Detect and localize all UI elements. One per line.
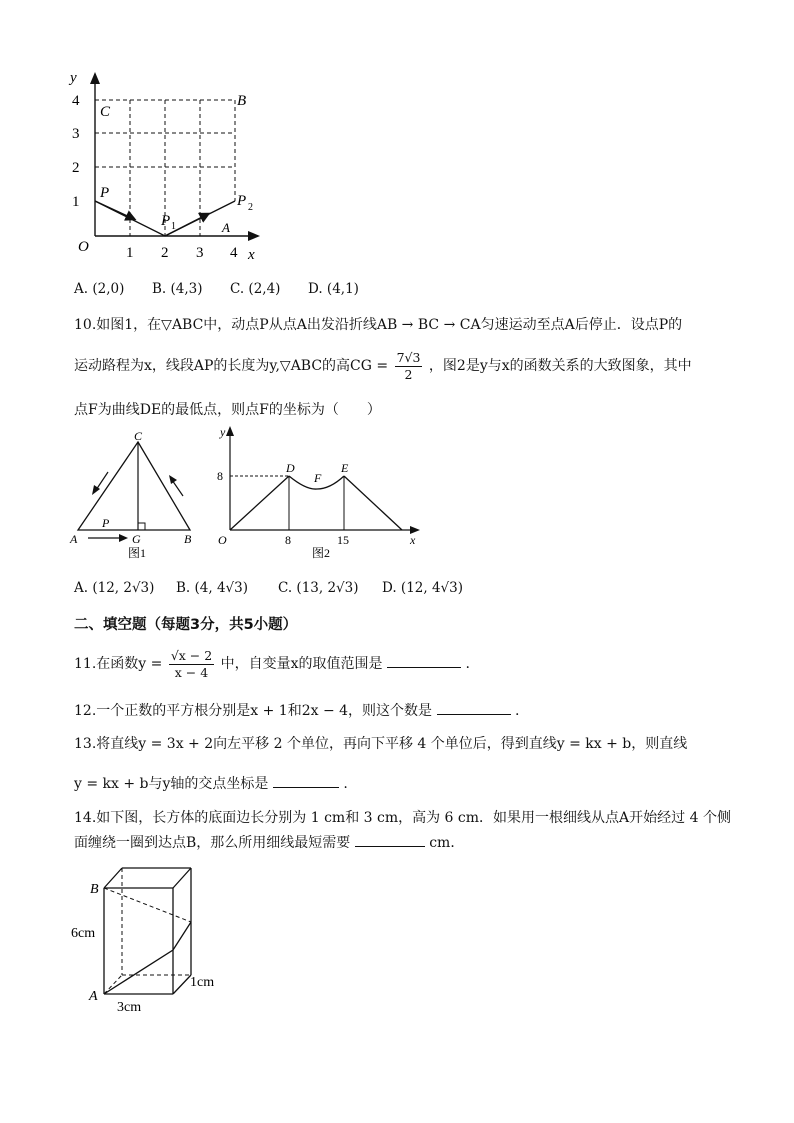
point-p2-label: P (237, 193, 247, 209)
q13-line-1: 13.将直线y = 3x + 2向左平移 2 个单位，再向下平移 4 个单位后，得到直线y = kx + b，则直线 (74, 736, 688, 752)
point-c-label: C (100, 104, 111, 120)
q11-line (74, 644, 470, 684)
q10-line-2 (74, 348, 692, 384)
fig1-label-p: P (102, 516, 110, 530)
point-b-label: B (237, 93, 247, 109)
q10-option-a[interactable]: A. (12, 2√3) (74, 580, 155, 596)
q12-text: 12.一个正数的平方根分别是x + 1和2x − 4，则这个数是 (74, 703, 433, 719)
q9-option-b[interactable]: B. (4,3) (152, 281, 203, 297)
x-tick-2: 2 (161, 245, 169, 261)
q12-answer-blank[interactable] (437, 714, 511, 715)
fig1-label-c: C (134, 430, 143, 443)
q10-height-fraction (395, 350, 423, 383)
q10-figure-1-triangle (66, 430, 206, 565)
q11-end: . (465, 656, 470, 672)
graph-e-end (344, 476, 402, 530)
fig2-x-label: x (410, 533, 416, 547)
graph-od (230, 476, 289, 530)
fig1-label-b: B (184, 532, 192, 546)
point-p-label: P (100, 185, 110, 201)
q12-line (74, 701, 519, 721)
q10-fraction-denominator: 2 (404, 366, 413, 382)
q14-line-2 (74, 833, 464, 853)
section-2-heading: 二、填空题（每题3分，共5小题） (74, 617, 298, 633)
q13-answer-blank[interactable] (273, 787, 339, 788)
q11-fraction (169, 648, 214, 681)
q13-line-2-text: y = kx + b与y轴的交点坐标是 (74, 776, 269, 792)
fig2-tick-8: 8 (217, 469, 223, 483)
q9-option-d[interactable]: D. (4,1) (308, 281, 359, 297)
point-p1-subscript: 1 (171, 221, 176, 232)
fig1-caption: 图1 (128, 546, 147, 560)
q11-pre: 11.在函数y = (74, 656, 163, 672)
string-path (104, 922, 191, 994)
q12-end: . (514, 703, 520, 719)
prism-width-label: 3cm (117, 1000, 142, 1015)
fig2-origin: O (218, 533, 227, 547)
x-axis-label: x (248, 247, 255, 263)
x-tick-4: 4 (230, 245, 238, 261)
q10-figure-2-graph (210, 420, 430, 565)
q11-denominator: x − 4 (174, 664, 209, 680)
right-angle-mark (138, 523, 145, 530)
q14-answer-blank[interactable] (355, 846, 425, 847)
q9-coordinate-figure (60, 68, 280, 268)
fig2-label-f: F (314, 471, 322, 485)
q9-option-c[interactable]: C. (2,4) (230, 281, 281, 297)
q10-line-2-post: ，图2是y与x的函数关系的大致图象，其中 (428, 358, 692, 374)
q11-post: 中，自变量x的取值范围是 (220, 656, 383, 672)
q13-end: . (343, 776, 348, 792)
x-tick-3: 3 (196, 245, 204, 261)
fig2-y-label: y (220, 425, 226, 439)
q14-prism-figure (66, 858, 236, 1018)
y-axis-label: y (70, 70, 77, 86)
q10-line-2-pre: 运动路程为x，线段AP的长度为y,▽ABC的高CG = (74, 358, 389, 374)
prism-height-label: 6cm (71, 926, 96, 941)
x-tick-1: 1 (126, 245, 134, 261)
q10-line-1: 10.如图1，在▽ABC中，动点P从点A出发沿折线AB → BC → CA匀速运动至点A后停止．设点P的 (74, 317, 683, 333)
fig2-x-15: 15 (337, 533, 349, 547)
q10-option-b[interactable]: B. (4, 4√3) (176, 580, 248, 596)
fig2-label-d: D (286, 461, 295, 475)
q10-fraction-numerator: 7√3 (396, 349, 421, 365)
fig1-label-a: A (70, 532, 78, 546)
q14-end: cm． (429, 835, 465, 851)
prism-depth-label: 1cm (190, 975, 215, 990)
fig1-label-g: G (132, 532, 141, 546)
y-tick-3: 3 (72, 126, 80, 142)
q9-option-a[interactable]: A. (2,0) (74, 281, 125, 297)
q11-numerator: √x − 2 (170, 647, 213, 663)
q10-line-3: 点F为曲线DE的最低点，则点F的坐标为（ ） (74, 402, 381, 418)
prism-label-b: B (90, 882, 99, 897)
point-p2-subscript: 2 (248, 202, 253, 213)
q14-line-1: 14.如下图，长方体的底面边长分别为 1 cm和 3 cm，高为 6 cm．如果用一根细线从点A开始经过 4 个侧 (74, 810, 731, 826)
fig2-caption: 图2 (312, 546, 331, 560)
y-tick-4: 4 (72, 93, 80, 109)
q14-line-2-text: 面缠绕一圈到达点B，那么所用细线最短需要 (74, 835, 351, 851)
q13-line-2 (74, 774, 348, 794)
y-tick-2: 2 (72, 160, 80, 176)
origin-label: O (78, 239, 89, 255)
fig2-label-e: E (341, 461, 349, 475)
point-p1-label: P (161, 213, 171, 229)
point-a-label: A (222, 220, 230, 235)
q10-option-d[interactable]: D. (12, 4√3) (382, 580, 463, 596)
prism-label-a: A (89, 989, 98, 1004)
q11-answer-blank[interactable] (387, 667, 461, 668)
y-tick-1: 1 (72, 194, 80, 210)
fig2-x-8: 8 (285, 533, 291, 547)
q10-option-c[interactable]: C. (13, 2√3) (278, 580, 359, 596)
